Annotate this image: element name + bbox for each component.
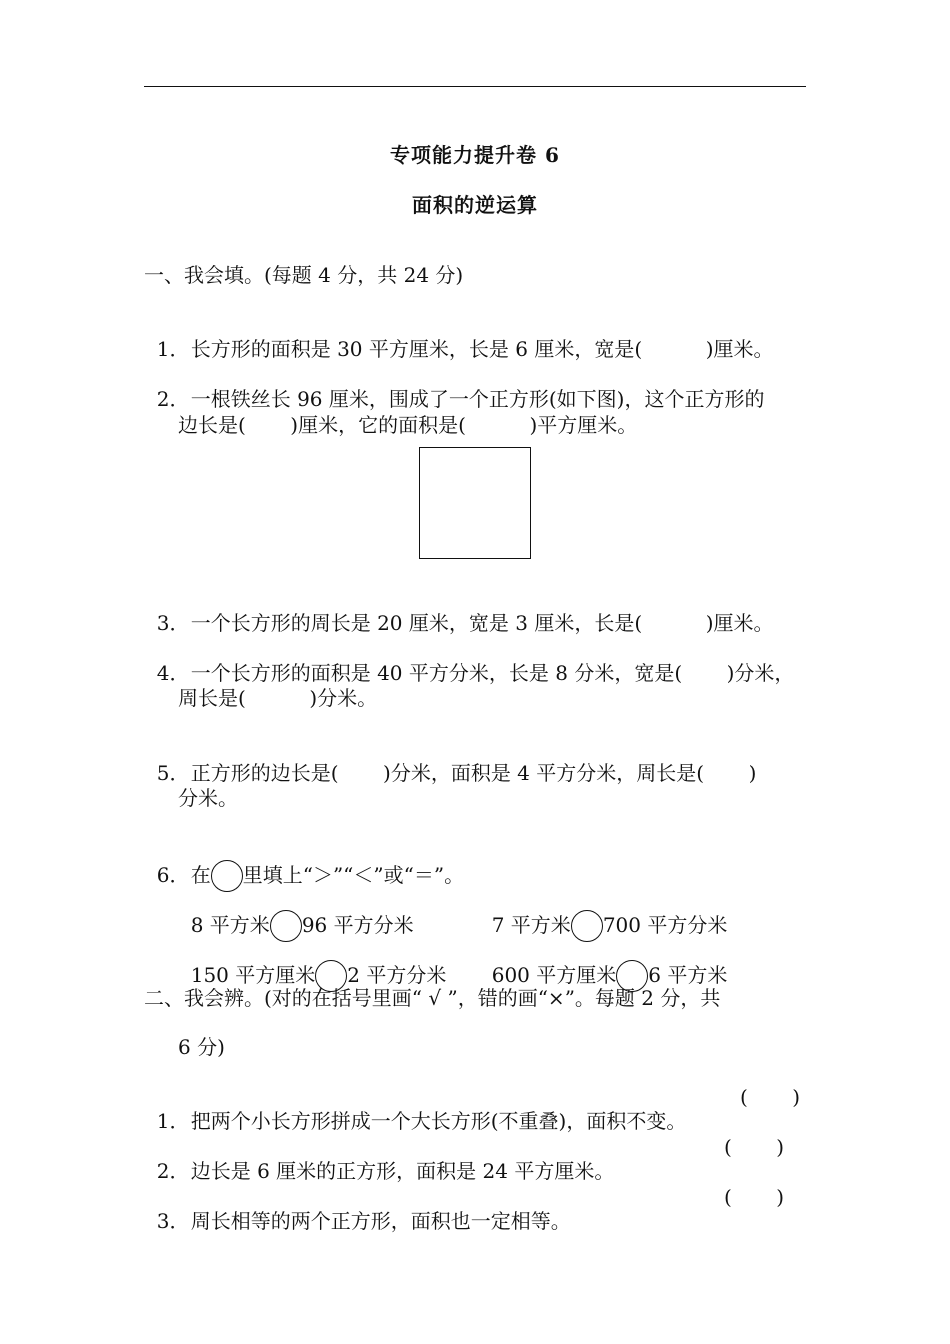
question-number: 4．	[156, 661, 190, 685]
question-number: 6．	[156, 863, 190, 887]
judge-item-2	[144, 1135, 614, 1183]
section1-heading: 一、我会填。(每题 4 分，共 24 分)	[144, 263, 464, 287]
question-5	[144, 737, 756, 785]
compare-left: 7 平方米	[491, 913, 571, 937]
square-figure	[419, 447, 531, 559]
section2-heading-line2: 6 分)	[178, 1035, 225, 1059]
question-2	[144, 363, 765, 411]
question-text: 周长相等的两个正方形，面积也一定相等。	[190, 1209, 571, 1233]
compare-row-1-right	[479, 886, 727, 942]
question-text-b: 里填上“＞”“＜”或“＝”。	[242, 863, 465, 887]
compare-left: 8 平方米	[190, 913, 270, 937]
question-text: 边长是 6 厘米的正方形，面积是 24 平方厘米。	[190, 1159, 615, 1183]
compare-right: 700 平方分米	[602, 913, 728, 937]
question-1	[144, 313, 774, 361]
compare-left: 150 平方厘米	[190, 963, 316, 987]
question-3	[144, 587, 774, 635]
question-text: 一根铁丝长 96 厘米，围成了一个正方形(如下图)，这个正方形的	[190, 387, 765, 411]
question-number: 1．	[156, 337, 190, 361]
question-number: 2．	[156, 1159, 190, 1183]
question-number: 3．	[156, 611, 190, 635]
question-number: 5．	[156, 761, 190, 785]
page-title: 专项能力提升卷 6	[390, 143, 560, 167]
answer-bracket[interactable]: ( )	[740, 1085, 801, 1109]
compare-left: 600 平方厘米	[491, 963, 617, 987]
answer-bracket[interactable]: ( )	[724, 1185, 785, 1209]
question-text: 一个长方形的周长是 20 厘米，宽是 3 厘米，长是( )厘米。	[190, 611, 774, 635]
page-subtitle: 面积的逆运算	[412, 193, 538, 217]
section2-heading: 二、我会辨。(对的在括号里画“ √ ”，错的画“×”。每题 2 分，共	[144, 986, 721, 1010]
question-text: 把两个小长方形拼成一个大长方形(不重叠)，面积不变。	[190, 1109, 687, 1133]
compare-row-2-left	[178, 936, 446, 992]
compare-right: 96 平方分米	[301, 913, 414, 937]
question-text: 长方形的面积是 30 平方厘米，长是 6 厘米，宽是( )厘米。	[190, 337, 774, 361]
compare-right: 6 平方米	[648, 963, 728, 987]
compare-right: 2 平方分米	[347, 963, 447, 987]
answer-bracket[interactable]: ( )	[724, 1135, 785, 1159]
question-4	[144, 637, 794, 685]
question-number: 3．	[156, 1209, 190, 1233]
compare-row-1-left	[178, 886, 414, 942]
question-6	[144, 836, 464, 892]
compare-row-2-right	[479, 936, 727, 992]
question-number: 1．	[156, 1109, 190, 1133]
judge-item-3	[144, 1185, 571, 1233]
question-text: 正方形的边长是( )分米，面积是 4 平方分米，周长是( )	[190, 761, 757, 785]
top-rule	[144, 86, 806, 87]
question-number: 2．	[156, 387, 190, 411]
question-2-line2: 边长是( )厘米，它的面积是( )平方厘米。	[178, 413, 638, 437]
question-text: 一个长方形的面积是 40 平方分米，长是 8 分米，宽是( )分米，	[190, 661, 795, 685]
question-5-line2: 分米。	[178, 786, 238, 810]
judge-item-1	[144, 1085, 686, 1133]
question-4-line2: 周长是( )分米。	[178, 686, 378, 710]
question-text-a: 在	[190, 863, 211, 887]
